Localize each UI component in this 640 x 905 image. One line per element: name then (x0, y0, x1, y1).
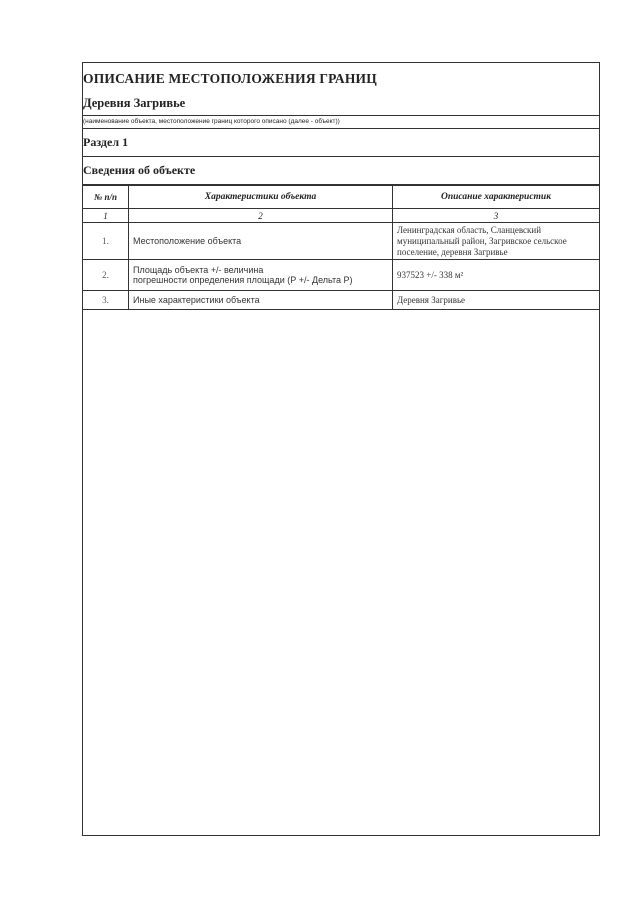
row-description: Ленинградская область, Сланцевский муниципальный район, Загривское сельское поселение, деревня Загривье (393, 223, 600, 260)
row-characteristic: Иные характеристики объекта (129, 291, 393, 310)
characteristic-line: погрешности определения площади (Р +/- Дельта Р) (133, 275, 353, 285)
row-characteristic (129, 260, 393, 291)
header-number: № п/п (83, 186, 129, 209)
section-title: Раздел 1 (83, 129, 599, 157)
object-info-table (83, 185, 599, 310)
table-row (83, 291, 599, 310)
row-description: Деревня Загривье (393, 291, 600, 310)
row-number: 2. (83, 260, 129, 291)
document-title: ОПИСАНИЕ МЕСТОПОЛОЖЕНИЯ ГРАНИЦ (83, 71, 377, 86)
table-row (83, 223, 599, 260)
subsection-title: Сведения об объекте (83, 157, 599, 185)
table-row (83, 260, 599, 291)
document-header (83, 63, 599, 185)
row-number: 1. (83, 223, 129, 260)
object-caption: (наименование объекта, местоположение границ которого описано (далее - объект)) (83, 116, 599, 129)
column-number: 2 (129, 209, 393, 223)
header-characteristic: Характеристики объекта (129, 186, 393, 209)
characteristic-line: Площадь объекта +/- величина (133, 265, 264, 275)
row-characteristic: Местоположение объекта (129, 223, 393, 260)
document-frame (82, 62, 600, 836)
row-number: 3. (83, 291, 129, 310)
column-number-row (83, 209, 599, 223)
object-name: Деревня Загривье (83, 91, 599, 116)
header-description: Описание характеристик (393, 186, 600, 209)
column-number: 1 (83, 209, 129, 223)
row-description: 937523 +/- 338 м² (393, 260, 600, 291)
table-header-row (83, 186, 599, 209)
column-number: 3 (393, 209, 600, 223)
